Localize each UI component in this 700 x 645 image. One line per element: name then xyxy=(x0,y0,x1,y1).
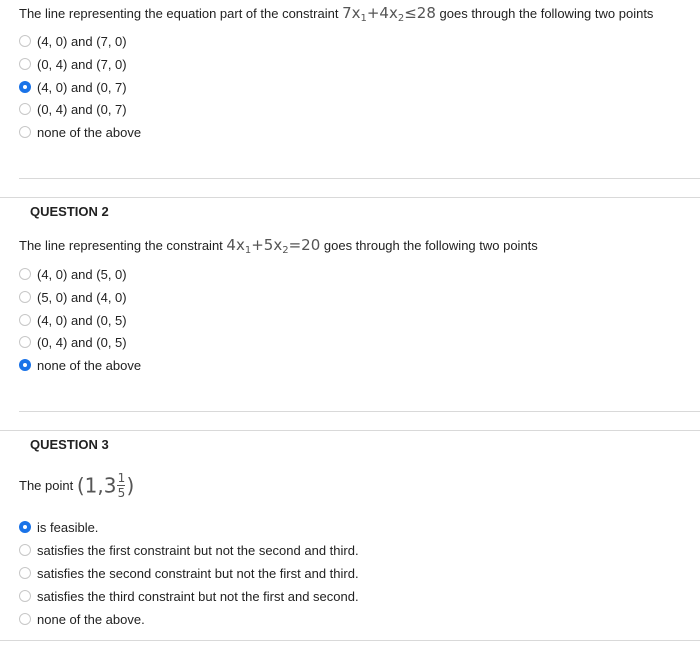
q3-prompt-text: The point xyxy=(19,478,74,493)
separator xyxy=(19,178,700,179)
radio-button[interactable] xyxy=(19,35,31,47)
radio-button[interactable] xyxy=(19,291,31,303)
question-2-title: QUESTION 2 xyxy=(30,204,109,219)
radio-button[interactable] xyxy=(19,590,31,602)
question-divider xyxy=(0,640,700,641)
q1-constraint-math: $7x_1+4x_2\le 28$ xyxy=(342,4,436,24)
option-label: (4, 0) and (5, 0) xyxy=(37,266,127,282)
radio-button-selected[interactable] xyxy=(19,81,31,93)
radio-button[interactable] xyxy=(19,268,31,280)
option-label: satisfies the third constraint but not the first and second. xyxy=(37,588,359,604)
option-label: (5, 0) and (4, 0) xyxy=(37,289,127,305)
option-label: satisfies the second constraint but not the first and third. xyxy=(37,565,359,581)
radio-button[interactable] xyxy=(19,314,31,326)
q1-option-3[interactable] xyxy=(19,78,127,96)
q2-constraint-math: $4x_1+5x_2=20$ xyxy=(226,236,321,256)
option-label: satisfies the first constraint but not the second and third. xyxy=(37,542,359,558)
q2-option-3[interactable] xyxy=(19,311,127,329)
radio-button-selected[interactable] xyxy=(19,359,31,371)
q1-option-5[interactable] xyxy=(19,123,141,141)
q3-option-1[interactable] xyxy=(19,518,98,536)
q3-option-2[interactable] xyxy=(19,541,359,559)
option-label: none of the above xyxy=(37,357,142,373)
option-label: is feasible. xyxy=(37,519,99,535)
separator xyxy=(19,411,700,412)
q2-prompt-text: The line representing the constraint xyxy=(19,238,223,253)
q1-prompt xyxy=(19,4,653,24)
q3-option-4[interactable] xyxy=(19,587,359,605)
radio-button-selected[interactable] xyxy=(19,521,31,533)
option-label: none of the above xyxy=(37,124,142,140)
q1-option-1[interactable] xyxy=(19,32,127,50)
question-divider xyxy=(0,197,700,198)
q2-option-5[interactable] xyxy=(19,356,141,374)
option-label: (0, 4) and (0, 7) xyxy=(37,101,127,117)
q2-prompt xyxy=(19,236,538,256)
q3-prompt xyxy=(19,472,134,499)
q1-prompt-text: The line representing the equation part of the constraint xyxy=(19,6,339,21)
radio-button[interactable] xyxy=(19,544,31,556)
q2-option-2[interactable] xyxy=(19,288,127,306)
radio-button[interactable] xyxy=(19,126,31,138)
q3-point-math: (1,3 $\frac{1}{5}$ ) xyxy=(76,471,135,500)
q2-prompt-suffix: goes through the following two points xyxy=(323,238,538,253)
radio-button[interactable] xyxy=(19,336,31,348)
q2-option-4[interactable] xyxy=(19,333,127,351)
q2-option-1[interactable] xyxy=(19,265,127,283)
q1-prompt-suffix: goes through the following two points xyxy=(439,6,654,21)
question-3-title: QUESTION 3 xyxy=(30,437,109,452)
q3-option-3[interactable] xyxy=(19,564,359,582)
q3-option-5[interactable] xyxy=(19,610,145,628)
q1-option-4[interactable] xyxy=(19,100,127,118)
option-label: none of the above. xyxy=(37,611,145,627)
radio-button[interactable] xyxy=(19,103,31,115)
option-label: (4, 0) and (7, 0) xyxy=(37,33,127,49)
radio-button[interactable] xyxy=(19,567,31,579)
option-label: (0, 4) and (7, 0) xyxy=(37,56,127,72)
option-label: (4, 0) and (0, 7) xyxy=(37,79,127,95)
option-label: (0, 4) and (0, 5) xyxy=(37,334,127,350)
radio-button[interactable] xyxy=(19,613,31,625)
question-divider xyxy=(0,430,700,431)
radio-button[interactable] xyxy=(19,58,31,70)
q1-option-2[interactable] xyxy=(19,55,127,73)
option-label: (4, 0) and (0, 5) xyxy=(37,312,127,328)
